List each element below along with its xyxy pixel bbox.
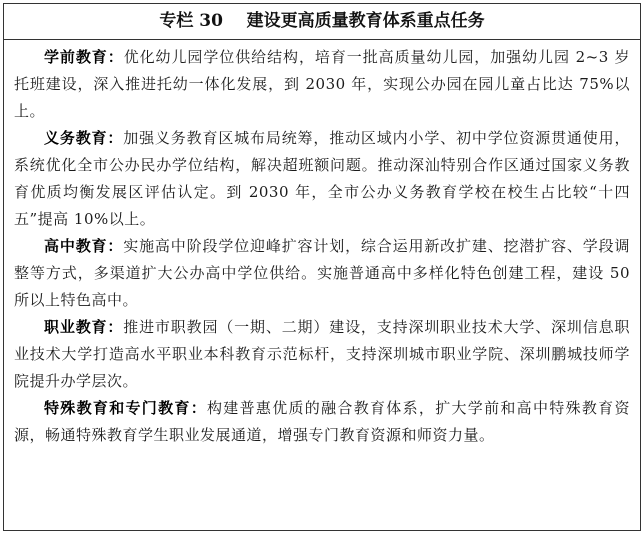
column-number: 专栏 30 xyxy=(159,11,223,31)
section-special xyxy=(14,395,630,449)
section-text: 构建普惠优质的融合教育体系，扩大学前和高中特殊教育资源，畅通特殊教育学生职业发展通道，增强专门教育资源和师资力量。 xyxy=(14,399,630,444)
section-label: 特殊教育和专门教育： xyxy=(44,399,207,417)
section-text: 优化幼儿园学位供给结构，培育一批高质量幼儿园，加强幼儿园 2~3 岁托班建设，深入推进托幼一体化发展，到 2030 年，实现公办园在园儿童占比达 75%以上。 xyxy=(14,48,630,120)
section-preschool xyxy=(14,44,630,125)
section-text: 实施高中阶段学位迎峰扩容计划，综合运用新改扩建、挖潜扩容、学段调整等方式，多渠道扩大公办高中学位供给。实施普通高中多样化特色创建工程，建设 50 所以上特色高中。 xyxy=(14,237,630,309)
column-content xyxy=(4,40,640,449)
column-box xyxy=(3,3,641,531)
section-vocational xyxy=(14,314,630,395)
section-label: 高中教育： xyxy=(44,237,124,255)
section-highschool xyxy=(14,233,630,314)
section-compulsory xyxy=(14,125,630,233)
section-text: 加强义务教育区城布局统筹，推动区域内小学、初中学位资源贯通使用，系统优化全市公办民办学位结构，解决超班额问题。推动深汕特别合作区通过国家义务教育优质均衡发展区评估认定。到 2030 年，全市公办义务教育学校在校生占比较“十四五”提高 10%以上。 xyxy=(14,129,630,228)
section-text: 推进市职教园（一期、二期）建设，支持深圳职业技术大学、深圳信息职业技术大学打造高水平职业本科教育示范标杆，支持深圳城市职业学院、深圳鹏城技师学院提升办学层次。 xyxy=(14,318,630,390)
section-label: 义务教育： xyxy=(44,129,124,147)
section-label: 职业教育： xyxy=(44,318,124,336)
section-label: 学前教育： xyxy=(44,48,124,66)
column-title xyxy=(4,4,640,40)
column-heading: 建设更高质量教育体系重点任务 xyxy=(246,11,485,31)
